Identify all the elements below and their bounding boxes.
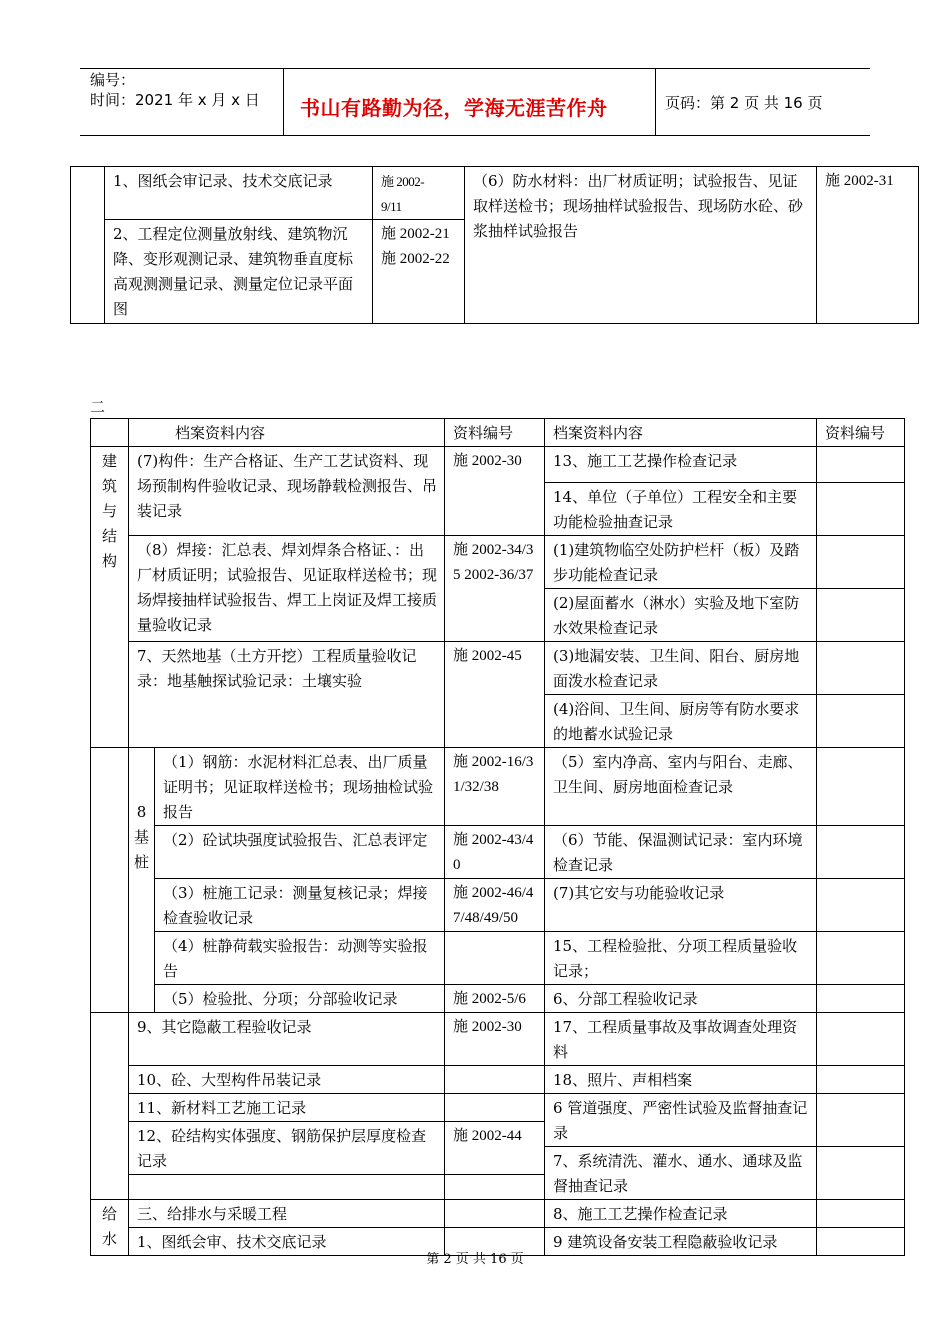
code-cell: 施 2002-44 (445, 1122, 545, 1175)
content-cell: （5）检验批、分项；分部验收记录 (155, 985, 445, 1013)
table-row (91, 447, 905, 483)
content-cell: （4）桩静荷载实验报告：动测等实验报告 (155, 932, 445, 985)
content-cell: （6）防水材料：出厂材质证明；试验报告、见证取样送检书；现场抽样试验报告、现场防水砼、砂浆抽样试验报告 (465, 167, 817, 324)
content-cell: 9 建筑设备安装工程隐蔽验收记录 (545, 1228, 817, 1256)
group-label-cell (71, 167, 105, 324)
code-cell (817, 748, 905, 826)
content-cell: (7)构件：生产合格证、生产工艺试资料、现场预制构件验收记录、现场静载检测报告、吊装记录 (129, 447, 445, 536)
code-cell: 施 2002-21 施 2002-22 (373, 220, 465, 324)
page-number-label: 页码：第 2 页 共 16 页 (665, 94, 823, 112)
table-row (91, 642, 905, 695)
code-cell (817, 932, 905, 985)
content-cell: 17、工程质量事故及事故调查处理资料 (545, 1013, 817, 1066)
content-cell: 1、图纸会审、技术交底记录 (129, 1228, 445, 1256)
code-cell (817, 483, 905, 536)
code-cell (445, 1175, 545, 1200)
content-cell: （6）节能、保温测试记录：室内环境检查记录 (545, 826, 817, 879)
code-cell: 施 2002-31 (817, 167, 919, 324)
date-label: 时间：2021 年 x 月 x 日 (90, 91, 260, 109)
table-row (91, 1094, 905, 1122)
serial-label: 编号： (90, 71, 136, 89)
content-cell: 15、工程检验批、分项工程质量验收记录； (545, 932, 817, 985)
code-line: 施 2002- (381, 174, 425, 189)
content-cell: 8、施工工艺操作检查记录 (545, 1200, 817, 1228)
code-cell (817, 589, 905, 642)
content-cell: （1）钢筋：水泥材料汇总表、出厂质量证明书；见证取样送检书；现场抽检试验报告 (155, 748, 445, 826)
code-cell (817, 536, 905, 589)
group-label-piles: 8 基 桩 (129, 748, 155, 1013)
content-cell: (7)其它安与功能验收记录 (545, 879, 817, 932)
code-cell (445, 932, 545, 985)
code-cell: 施 2002-34/35 2002-36/37 (445, 536, 545, 642)
code-cell: 施 2002-43/40 (445, 826, 545, 879)
code-cell: 施 2002-16/31/32/38 (445, 748, 545, 826)
code-cell (817, 1066, 905, 1094)
code-cell (817, 447, 905, 483)
table-row (91, 748, 905, 826)
content-cell: 1、图纸会审记录、技术交底记录 (105, 167, 373, 220)
header-cell: 资料编号 (445, 419, 545, 447)
table-row (91, 1200, 905, 1228)
content-cell: (3)地漏安装、卫生间、阳台、厨房地面泼水检查记录 (545, 642, 817, 695)
header-cell: 资料编号 (817, 419, 905, 447)
table-row (91, 985, 905, 1013)
content-cell (129, 1175, 445, 1200)
section-mark: 二 (90, 398, 106, 416)
content-cell: 12、砼结构实体强度、钢筋保护层厚度检查记录 (129, 1122, 445, 1175)
code-cell (445, 1200, 545, 1228)
page-footer: 第 2 页 共 16 页 (426, 1252, 524, 1267)
archive-table (90, 418, 905, 1256)
table-row (71, 167, 919, 220)
code-cell (817, 1200, 905, 1228)
content-cell: 6 管道强度、严密性试验及监督抽查记录 (545, 1094, 817, 1147)
content-cell: (2)屋面蓄水（淋水）实验及地下室防水效果检查记录 (545, 589, 817, 642)
code-cell: 施 2002-5/6 (445, 985, 545, 1013)
table-row (91, 1013, 905, 1066)
code-cell: 施 2002-45 (445, 642, 545, 748)
header-divider-left (283, 68, 284, 136)
content-cell: 11、新材料工艺施工记录 (129, 1094, 445, 1122)
content-cell: (1)建筑物临空处防护栏杆（板）及踏步功能检查记录 (545, 536, 817, 589)
header-divider-right (655, 68, 656, 136)
archive-table-continued (70, 166, 919, 324)
code-cell: 施 2002-30 (445, 1013, 545, 1066)
table-row (91, 1066, 905, 1094)
content-cell: （2）砼试块强度试验报告、汇总表评定 (155, 826, 445, 879)
content-cell: (4)浴间、卫生间、厨房等有防水要求的地蓄水试验记录 (545, 695, 817, 748)
content-cell: 13、施工工艺操作检查记录 (545, 447, 817, 483)
table-row (91, 826, 905, 879)
header-bottom-rule (80, 135, 870, 136)
code-cell (817, 695, 905, 748)
code-cell (817, 1147, 905, 1200)
code-cell: 施 2002-46/47/48/49/50 (445, 879, 545, 932)
content-cell: 18、照片、声相档案 (545, 1066, 817, 1094)
header-cell: 档案资料内容 (129, 419, 445, 447)
code-cell (445, 1066, 545, 1094)
content-cell: 7、天然地基（土方开挖）工程质量验收记录：地基触探试验记录：土壤实验 (129, 642, 445, 748)
content-cell: （8）焊接：汇总表、焊刘焊条合格证、：出厂材质证明；试验报告、见证取样送检书；现场焊接抽样试验报告、焊工上岗证及焊工接质量验收记录 (129, 536, 445, 642)
content-cell: 9、其它隐蔽工程验收记录 (129, 1013, 445, 1066)
content-cell: （5）室内净高、室内与阳台、走廊、卫生间、厨房地面检查记录 (545, 748, 817, 826)
group-spacer-cell (91, 748, 129, 1013)
code-cell (817, 642, 905, 695)
code-cell: 施 2002-30 (445, 447, 545, 536)
code-cell (817, 985, 905, 1013)
code-cell (817, 826, 905, 879)
group-label-building: 建筑与结构 (91, 447, 129, 748)
header-motto: 书山有路勤为径，学海无涯苦作舟 (300, 96, 608, 120)
group-label-cell (91, 1013, 129, 1200)
table-header-row (91, 419, 905, 447)
header-cell: 档案资料内容 (545, 419, 817, 447)
table-row (91, 536, 905, 589)
code-cell (817, 1094, 905, 1147)
code-line: 9/11 (381, 199, 402, 214)
header-cell (91, 419, 129, 447)
group-label-water: 给水 (91, 1200, 129, 1256)
code-cell (817, 1013, 905, 1066)
content-cell: 14、单位（子单位）工程安全和主要功能检验抽查记录 (545, 483, 817, 536)
table-row (91, 932, 905, 985)
content-cell: 6、分部工程验收记录 (545, 985, 817, 1013)
content-cell: 2、工程定位测量放射线、建筑物沉降、变形观测记录、建筑物垂直度标高观测测量记录、测量定位记录平面图 (105, 220, 373, 324)
code-cell (817, 879, 905, 932)
content-cell: （3）桩施工记录：测量复核记录；焊接检查验收记录 (155, 879, 445, 932)
code-cell (445, 1094, 545, 1122)
content-cell: 7、系统清洗、灌水、通水、通球及监督抽查记录 (545, 1147, 817, 1200)
code-cell (373, 167, 465, 220)
header-top-rule (80, 68, 870, 69)
table-row (91, 879, 905, 932)
content-cell: 三、给排水与采暖工程 (129, 1200, 445, 1228)
content-cell: 10、砼、大型构件吊装记录 (129, 1066, 445, 1094)
